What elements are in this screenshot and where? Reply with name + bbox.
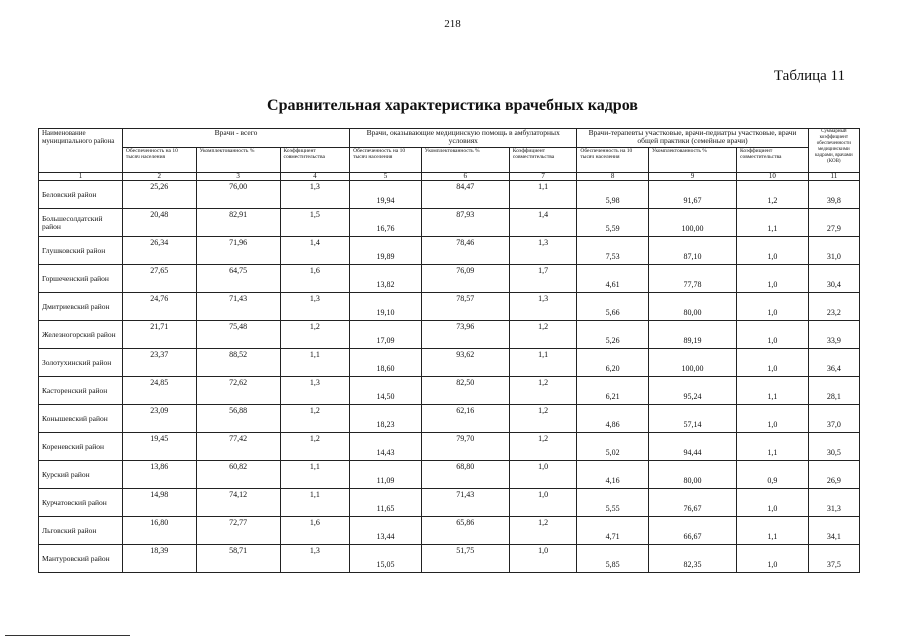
table-cell: 1,4 <box>509 209 577 237</box>
column-number: 5 <box>350 173 422 181</box>
table-cell: 65,86 <box>421 517 509 545</box>
table-cell: 31,3 <box>808 489 859 517</box>
district-name: Касторенский район <box>39 377 123 405</box>
table-cell: 1,2 <box>509 517 577 545</box>
column-number: 7 <box>509 173 577 181</box>
table-cell: 4,61 <box>577 265 649 293</box>
table-cell: 4,86 <box>577 405 649 433</box>
table-cell: 1,2 <box>280 405 350 433</box>
table-cell: 16,80 <box>122 517 196 545</box>
table-cell: 76,09 <box>421 265 509 293</box>
table-row <box>39 209 860 237</box>
table-cell: 5,66 <box>577 293 649 321</box>
table-cell: 1,3 <box>509 237 577 265</box>
table-cell: 19,94 <box>350 181 422 209</box>
district-name: Мантуровский район <box>39 545 123 573</box>
table-cell: 1,3 <box>280 293 350 321</box>
table-cell: 23,37 <box>122 349 196 377</box>
header-koef: Коэффициент совместительства <box>509 148 577 173</box>
table-cell: 1,3 <box>280 377 350 405</box>
table-row <box>39 433 860 461</box>
header-district: Наименование муниципального района <box>39 129 123 173</box>
table-cell: 1,1 <box>737 517 809 545</box>
table-row <box>39 545 860 573</box>
table-cell: 5,59 <box>577 209 649 237</box>
table-cell: 1,0 <box>509 489 577 517</box>
table-row <box>39 489 860 517</box>
table-cell: 39,8 <box>808 181 859 209</box>
table-cell: 1,1 <box>509 349 577 377</box>
table-cell: 100,00 <box>649 349 737 377</box>
district-name: Льговский район <box>39 517 123 545</box>
table-cell: 1,6 <box>280 265 350 293</box>
table-cell: 1,0 <box>737 265 809 293</box>
table-cell: 95,24 <box>649 377 737 405</box>
district-name: Беловский район <box>39 181 123 209</box>
table-cell: 19,45 <box>122 433 196 461</box>
table-cell: 51,75 <box>421 545 509 573</box>
header-ksum: Суммарный коэффициент обеспеченности медицинскими кадрами, врачами (КОВ) <box>808 129 859 173</box>
table-cell: 93,62 <box>421 349 509 377</box>
district-name: Конышевский район <box>39 405 123 433</box>
table-cell: 80,00 <box>649 293 737 321</box>
district-name: Кореневский район <box>39 433 123 461</box>
table-cell: 1,7 <box>509 265 577 293</box>
district-name: Железногорский район <box>39 321 123 349</box>
table-row <box>39 293 860 321</box>
district-name: Глушковский район <box>39 237 123 265</box>
table-cell: 18,60 <box>350 349 422 377</box>
table-cell: 1,2 <box>509 405 577 433</box>
column-number: 2 <box>122 173 196 181</box>
table-cell: 31,0 <box>808 237 859 265</box>
table-cell: 16,76 <box>350 209 422 237</box>
table-cell: 24,76 <box>122 293 196 321</box>
table-cell: 68,80 <box>421 461 509 489</box>
table-cell: 11,09 <box>350 461 422 489</box>
table-cell: 77,78 <box>649 265 737 293</box>
table-cell: 82,91 <box>196 209 280 237</box>
column-number: 6 <box>421 173 509 181</box>
header-obesp: Обеспеченность на 10 тысяч населения <box>577 148 649 173</box>
table-cell: 20,48 <box>122 209 196 237</box>
table-cell: 14,43 <box>350 433 422 461</box>
table-label: Таблица 11 <box>773 68 845 84</box>
district-name: Горшеченский район <box>39 265 123 293</box>
table-cell: 73,96 <box>421 321 509 349</box>
table-row <box>39 377 860 405</box>
table-row <box>39 517 860 545</box>
column-number: 1 <box>39 173 123 181</box>
table-cell: 30,4 <box>808 265 859 293</box>
table-cell: 82,50 <box>421 377 509 405</box>
table-cell: 26,9 <box>808 461 859 489</box>
table-cell: 56,88 <box>196 405 280 433</box>
table-cell: 1,1 <box>737 377 809 405</box>
footnote-divider <box>5 635 130 636</box>
table-cell: 87,10 <box>649 237 737 265</box>
table-cell: 5,26 <box>577 321 649 349</box>
table-cell: 1,2 <box>509 377 577 405</box>
table-cell: 1,0 <box>737 321 809 349</box>
table-cell: 66,67 <box>649 517 737 545</box>
header-obesp: Обеспеченность на 10 тысяч населения <box>350 148 422 173</box>
district-name: Курский район <box>39 461 123 489</box>
table-cell: 1,0 <box>737 405 809 433</box>
table-cell: 71,43 <box>196 293 280 321</box>
column-number: 9 <box>649 173 737 181</box>
table-cell: 72,62 <box>196 377 280 405</box>
table-cell: 76,00 <box>196 181 280 209</box>
table-row <box>39 181 860 209</box>
table-cell: 37,0 <box>808 405 859 433</box>
table-cell: 89,19 <box>649 321 737 349</box>
table-cell: 80,00 <box>649 461 737 489</box>
table-cell: 1,1 <box>509 181 577 209</box>
table-cell: 77,42 <box>196 433 280 461</box>
table-cell: 94,44 <box>649 433 737 461</box>
table-cell: 34,1 <box>808 517 859 545</box>
table-cell: 13,82 <box>350 265 422 293</box>
table-cell: 1,2 <box>509 321 577 349</box>
column-number: 11 <box>808 173 859 181</box>
table-cell: 13,86 <box>122 461 196 489</box>
district-name: Большесолдатский район <box>39 209 123 237</box>
header-obesp: Обеспеченность на 10 тысяч населения <box>122 148 196 173</box>
table-cell: 30,5 <box>808 433 859 461</box>
table-cell: 1,2 <box>280 321 350 349</box>
table-cell: 1,2 <box>737 181 809 209</box>
table-cell: 14,50 <box>350 377 422 405</box>
table-row <box>39 237 860 265</box>
table-cell: 6,20 <box>577 349 649 377</box>
header-koef: Коэффициент совместительства <box>737 148 809 173</box>
table-cell: 1,2 <box>280 433 350 461</box>
table-cell: 26,34 <box>122 237 196 265</box>
table-cell: 71,43 <box>421 489 509 517</box>
header-group-primary-care: Врачи-терапевты участковые, врачи-педиатры участковые, врачи общей практики (семейные врачи) <box>577 129 808 148</box>
table-cell: 36,4 <box>808 349 859 377</box>
table-cell: 27,65 <box>122 265 196 293</box>
table-cell: 27,9 <box>808 209 859 237</box>
document-title: Сравнительная характеристика врачебных кадров <box>267 97 638 114</box>
table-cell: 1,3 <box>280 181 350 209</box>
table-cell: 74,12 <box>196 489 280 517</box>
page-number: 218 <box>444 18 461 30</box>
table-cell: 15,05 <box>350 545 422 573</box>
table-cell: 1,1 <box>280 489 350 517</box>
table-cell: 1,3 <box>509 293 577 321</box>
table-cell: 1,1 <box>737 209 809 237</box>
table-cell: 1,6 <box>280 517 350 545</box>
header-ukompl: Укомплектованность % <box>649 148 737 173</box>
table-cell: 57,14 <box>649 405 737 433</box>
table-row <box>39 405 860 433</box>
table-cell: 1,0 <box>737 489 809 517</box>
table-cell: 11,65 <box>350 489 422 517</box>
table-cell: 1,2 <box>509 433 577 461</box>
table-cell: 4,71 <box>577 517 649 545</box>
table-cell: 1,4 <box>280 237 350 265</box>
table-cell: 1,1 <box>280 349 350 377</box>
table-row <box>39 265 860 293</box>
table-cell: 19,10 <box>350 293 422 321</box>
table-cell: 1,0 <box>509 461 577 489</box>
table-row <box>39 349 860 377</box>
table-body <box>39 181 860 573</box>
table-cell: 62,16 <box>421 405 509 433</box>
table-cell: 19,89 <box>350 237 422 265</box>
staffing-table <box>38 128 860 573</box>
table-cell: 72,77 <box>196 517 280 545</box>
table-cell: 1,0 <box>737 237 809 265</box>
table-cell: 71,96 <box>196 237 280 265</box>
table-row <box>39 321 860 349</box>
header-ukompl: Укомплектованность % <box>196 148 280 173</box>
column-number: 8 <box>577 173 649 181</box>
table-cell: 25,26 <box>122 181 196 209</box>
header-koef: Коэффициент совместительства <box>280 148 350 173</box>
district-name: Золотухинский район <box>39 349 123 377</box>
table-cell: 23,09 <box>122 405 196 433</box>
table-cell: 17,09 <box>350 321 422 349</box>
table-cell: 0,9 <box>737 461 809 489</box>
table-cell: 100,00 <box>649 209 737 237</box>
column-number: 4 <box>280 173 350 181</box>
table-cell: 76,67 <box>649 489 737 517</box>
table-cell: 5,98 <box>577 181 649 209</box>
header-group-all-doctors: Врачи - всего <box>122 129 349 148</box>
table-cell: 13,44 <box>350 517 422 545</box>
table-cell: 78,57 <box>421 293 509 321</box>
table-cell: 28,1 <box>808 377 859 405</box>
table-cell: 23,2 <box>808 293 859 321</box>
column-number: 3 <box>196 173 280 181</box>
table-cell: 37,5 <box>808 545 859 573</box>
table-cell: 24,85 <box>122 377 196 405</box>
table-cell: 5,02 <box>577 433 649 461</box>
table-cell: 64,75 <box>196 265 280 293</box>
table-cell: 1,0 <box>737 349 809 377</box>
header-ukompl: Укомплектованность % <box>421 148 509 173</box>
table-cell: 4,16 <box>577 461 649 489</box>
table-row <box>39 461 860 489</box>
table-cell: 14,98 <box>122 489 196 517</box>
table-cell: 1,1 <box>280 461 350 489</box>
table-cell: 87,93 <box>421 209 509 237</box>
table-cell: 82,35 <box>649 545 737 573</box>
table-cell: 5,55 <box>577 489 649 517</box>
column-number: 10 <box>737 173 809 181</box>
table-cell: 18,23 <box>350 405 422 433</box>
table-cell: 1,5 <box>280 209 350 237</box>
column-number-row <box>39 173 860 181</box>
table-cell: 6,21 <box>577 377 649 405</box>
table-cell: 88,52 <box>196 349 280 377</box>
table-cell: 84,47 <box>421 181 509 209</box>
table-cell: 1,3 <box>280 545 350 573</box>
table-cell: 5,85 <box>577 545 649 573</box>
table-cell: 18,39 <box>122 545 196 573</box>
table-cell: 1,0 <box>509 545 577 573</box>
table-cell: 58,71 <box>196 545 280 573</box>
table-cell: 33,9 <box>808 321 859 349</box>
table-cell: 1,0 <box>737 545 809 573</box>
table-cell: 7,53 <box>577 237 649 265</box>
table-cell: 79,70 <box>421 433 509 461</box>
table-cell: 91,67 <box>649 181 737 209</box>
table-cell: 21,71 <box>122 321 196 349</box>
header-group-outpatient: Врачи, оказывающие медицинскую помощь в амбулаторных условиях <box>350 129 577 148</box>
district-name: Дмитриевский район <box>39 293 123 321</box>
table-cell: 1,0 <box>737 293 809 321</box>
table-cell: 1,1 <box>737 433 809 461</box>
table-cell: 78,46 <box>421 237 509 265</box>
district-name: Курчатовский район <box>39 489 123 517</box>
table-cell: 75,48 <box>196 321 280 349</box>
table-cell: 60,82 <box>196 461 280 489</box>
